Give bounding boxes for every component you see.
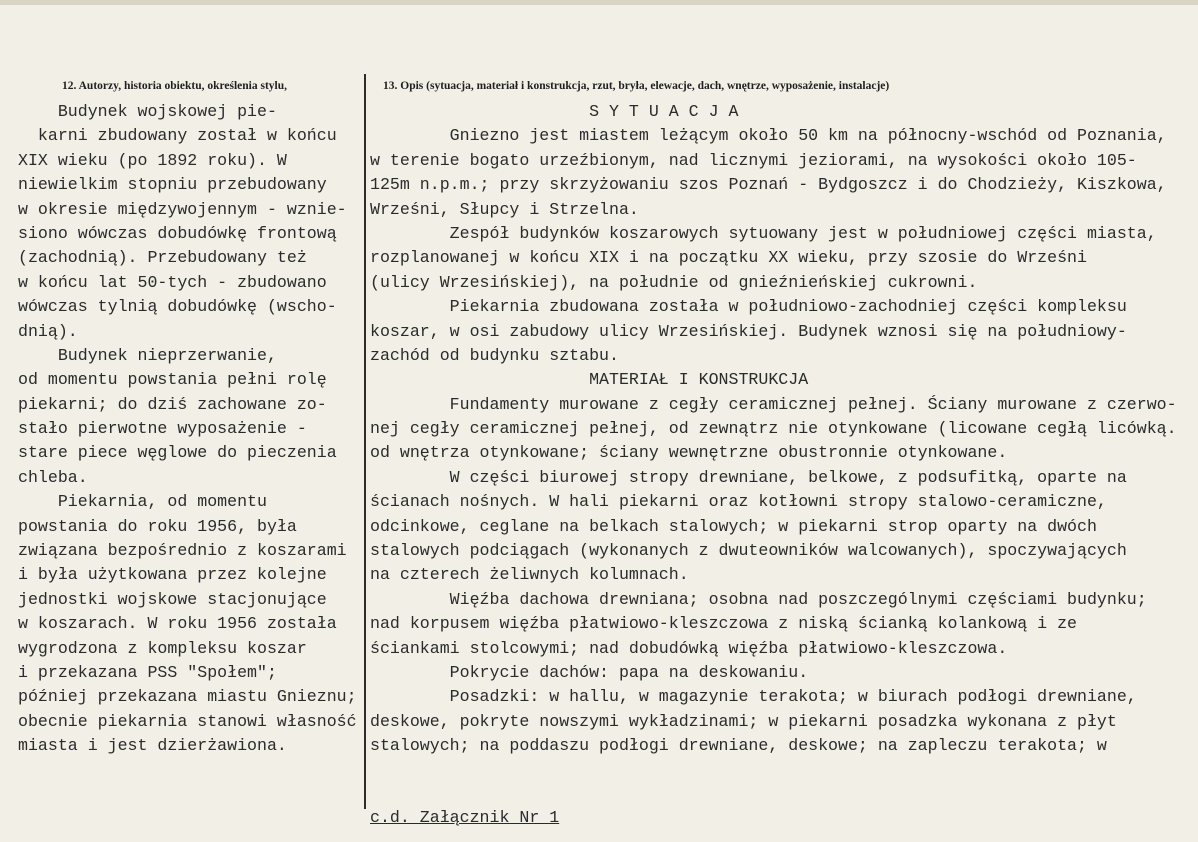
text-line: Więźba dachowa drewniana; osobna nad poszczególnymi częściami budynku; <box>370 589 1147 609</box>
text-line: zachód od budynku sztabu. <box>370 345 619 365</box>
text-line: rozplanowanej w końcu XIX i na początku XX wieku, przy szosie do Wrześni <box>370 248 1087 268</box>
text-line: ścianach nośnych. W hali piekarni oraz kotłowni stropy stalowo-ceramiczne, <box>370 492 1107 512</box>
text-line: siono wówczas dobudówkę frontową <box>18 223 337 243</box>
text-line: wygrodzona z kompleksu koszar <box>18 638 307 658</box>
text-line: Budynek nieprzerwanie, <box>18 345 277 365</box>
text-line: 125m n.p.m.; przy skrzyżowaniu szos Poznań - Bydgoszcz i do Chodzieży, Kiszkowa, <box>370 175 1167 195</box>
text-line: nad korpusem więźba płatwiowo-kleszczowa z niską ścianką kolankową i ze <box>370 614 1078 634</box>
text-line: w okresie międzywojennym - wznie- <box>18 199 347 219</box>
left-column-header: 12. Autorzy, historia obiektu, określenia stylu, <box>62 80 288 92</box>
text-line: i przekazana PSS "Społem"; <box>18 662 277 682</box>
text-line: od momentu powstania pełni rolę <box>18 370 327 390</box>
right-column-header: 13. Opis (sytuacja, materiał i konstrukcja, rzut, bryła, elewacje, dach, wnętrze, wyposażenie, instalacje) <box>383 80 890 92</box>
left-column-text <box>18 100 358 759</box>
text-line: i była użytkowana przez kolejne <box>18 565 327 585</box>
column-divider <box>364 74 366 809</box>
text-line: stare piece węglowe do pieczenia <box>18 443 337 463</box>
text-line: Posadzki: w hallu, w magazynie terakota; w biurach podłogi drewniane, <box>370 687 1137 707</box>
text-line: miasta i jest dzierżawiona. <box>18 736 287 756</box>
text-line: na czterech żeliwnych kolumnach. <box>370 565 689 585</box>
text-line: Zespół budynków koszarowych sytuowany jest w południowej części miasta, <box>370 223 1157 243</box>
text-line: S Y T U A C J A <box>370 102 739 121</box>
text-line: chleba. <box>18 467 88 487</box>
text-line: XIX wieku (po 1892 roku). W <box>18 150 287 170</box>
text-line: Pokrycie dachów: papa na deskowaniu. <box>370 662 809 682</box>
text-line: obecnie piekarnia stanowi własność <box>18 711 357 731</box>
text-line: W części biurowej stropy drewniane, belkowe, z podsufitką, oparte na <box>370 467 1127 487</box>
text-line: w koszarach. W roku 1956 została <box>18 614 337 634</box>
text-line: (zachodnią). Przebudowany też <box>18 248 307 268</box>
text-line: stalowych; na poddaszu podłogi drewniane, deskowe; na zapleczu terakota; w <box>370 736 1107 756</box>
text-line: Piekarnia zbudowana została w południowo-zachodniej części kompleksu <box>370 297 1127 317</box>
page-top-edge <box>0 0 1198 5</box>
text-line: piekarni; do dziś zachowane zo- <box>18 394 327 414</box>
text-line: od wnętrza otynkowane; ściany wewnętrzne obustronnie otynkowane. <box>370 443 1008 463</box>
text-line: później przekazana miastu Gnieznu; <box>18 687 357 707</box>
text-line: nej cegły ceramicznej pełnej, od zewnątrz nie otynkowane (licowane cegłą licówką. <box>370 419 1177 439</box>
text-line: jednostki wojskowe stacjonujące <box>18 589 327 609</box>
text-line: w końcu lat 50-tych - zbudowano <box>18 272 327 292</box>
text-line: powstania do roku 1956, była <box>18 516 297 536</box>
text-line: ściankami stolcowymi; nad dobudówką więźba płatwiowo-kleszczowa. <box>370 638 1008 658</box>
text-line: deskowe, pokryte nowszymi wykładzinami; w piekarni posadzka wykonana z płyt <box>370 711 1117 731</box>
text-line: Piekarnia, od momentu <box>18 492 267 512</box>
text-line: Budynek wojskowej pie- <box>18 102 277 121</box>
text-line: MATERIAŁ I KONSTRUKCJA <box>370 370 809 390</box>
text-line: dnią). <box>18 321 78 341</box>
text-line: Wrześni, Słupcy i Strzelna. <box>370 199 639 219</box>
text-line: Gniezno jest miastem leżącym około 50 km na północny-wschód od Poznania, <box>370 126 1167 146</box>
text-line: koszar, w osi zabudowy ulicy Wrzesińskiej. Budynek wznosi się na południowy- <box>370 321 1127 341</box>
text-line: stało pierwotne wyposażenie - <box>18 419 307 439</box>
text-line: stalowych podciągach (wykonanych z dwuteowników walcowanych), spoczywających <box>370 541 1127 561</box>
text-line: Fundamenty murowane z cegły ceramicznej pełnej. Ściany murowane z czerwo- <box>370 394 1177 414</box>
text-line: (ulicy Wrzesińskiej), na południe od gnieźnieńskiej cukrowni. <box>370 272 978 292</box>
right-column-text <box>370 100 1195 759</box>
text-line: karni zbudowany został w końcu <box>18 126 337 146</box>
text-line: w terenie bogato urzeźbionym, nad licznymi jeziorami, na wysokości około 105- <box>370 150 1137 170</box>
text-line: niewielkim stopniu przebudowany <box>18 175 327 195</box>
text-line: związana bezpośrednio z koszarami <box>18 541 347 561</box>
text-line: wówczas tylnią dobudówkę (wscho- <box>18 297 337 317</box>
annex-reference: c.d. Załącznik Nr 1 <box>370 808 560 827</box>
text-line: odcinkowe, ceglane na belkach stalowych; w piekarni strop oparty na dwóch <box>370 516 1097 536</box>
